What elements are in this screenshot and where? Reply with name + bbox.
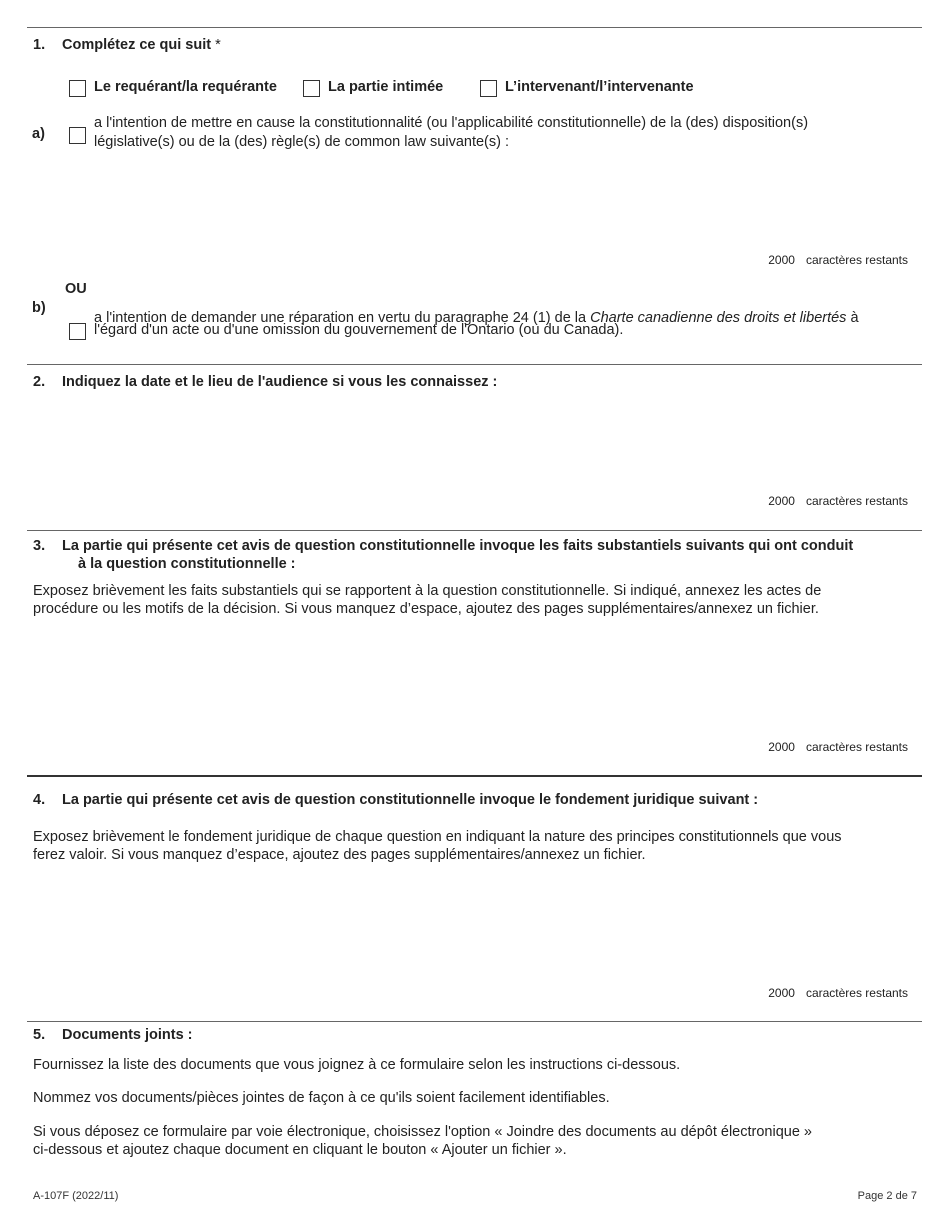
section-5-paragraph-2: Nommez vos documents/pièces jointes de façon à ce qu'ils soient facilement identifiables. [33,1090,610,1106]
section-2-char-counter [768,494,908,508]
checkbox-option-a[interactable] [69,127,86,144]
section-5-number: 5. [33,1027,46,1043]
section-1-number: 1. [33,37,46,53]
option-a-counter-label: caractères restants [805,253,908,267]
option-a-char-counter [768,253,908,267]
checkbox-applicant-label: Le requérant/la requérante [94,79,277,95]
checkbox-applicant[interactable] [69,80,86,97]
section-5-title: Documents joints : [62,1027,193,1043]
option-a-counter-value: 2000 [768,253,795,267]
section-1-top-rule [27,27,922,28]
section-2-title: Indiquez la date et le lieu de l'audience si vous les connaissez : [62,374,498,390]
section-3-top-rule [27,530,922,531]
checkbox-intervener[interactable] [480,80,497,97]
material-facts-textarea[interactable] [33,625,911,730]
legal-basis-textarea[interactable] [33,872,911,977]
option-a-text-line2: législative(s) ou de la (des) règle(s) de common law suivante(s) : [94,134,510,150]
section-5-paragraph-3-line2: ci-dessous et ajoutez chaque document en cliquant le bouton « Ajouter un fichier ». [33,1142,567,1158]
or-label: OU [65,281,87,297]
section-3-title-line1: La partie qui présente cet avis de question constitutionnelle invoque les faits substantiels suivants qui ont conduit [62,538,854,554]
checkbox-option-b[interactable] [69,323,86,340]
section-4-instructions-line1: Exposez brièvement le fondement juridique de chaque question en indiquant la nature des principes constitutionnels que vous [33,829,842,845]
option-b-text-part1: a l'intention de demander une réparation en vertu du paragraphe 24 (1) de la [94,310,591,326]
section-4-top-rule [27,775,922,777]
section-3-counter-value: 2000 [768,740,795,754]
section-4-title: La partie qui présente cet avis de question constitutionnelle invoque le fondement juridique suivant : [62,792,759,808]
section-4-instructions-line2: ferez valoir. Si vous manquez d’espace, ajoutez des pages supplémentaires/annexez un fichier. [33,847,646,863]
section-4-counter-label: caractères restants [805,986,908,1000]
section-5-paragraph-1: Fournissez la liste des documents que vous joignez à ce formulaire selon les instructions ci-dessous. [33,1057,681,1073]
section-4-char-counter [768,986,908,1000]
option-b-label: b) [32,300,46,316]
section-3-title-line2: à la question constitutionnelle : [78,556,296,572]
option-a-text-line1: a l'intention de mettre en cause la constitutionnalité (ou l'applicabilité constitutionnelle) de la (des) disposition(s) [94,115,809,131]
checkbox-intervener-label: L’intervenant/l’intervenante [505,79,694,95]
page-number: Page 2 de 7 [857,1190,917,1202]
option-a-label: a) [32,126,45,142]
option-b-charter-title: Charte canadienne des droits et libertés [590,310,847,326]
section-4-counter-value: 2000 [768,986,795,1000]
section-3-number: 3. [33,538,46,554]
hearing-date-place-textarea[interactable] [33,398,911,486]
section-5-paragraph-3-line1: Si vous déposez ce formulaire par voie électronique, choisissez l'option « Joindre des documents au dépôt électronique » [33,1124,812,1140]
section-5-top-rule [27,1021,922,1022]
section-3-char-counter [768,740,908,754]
option-a-textarea[interactable] [94,158,912,246]
section-1-title-text: Complétez ce qui suit [62,37,212,53]
section-2-counter-label: caractères restants [805,494,908,508]
required-mark: * [215,37,221,53]
section-1-title [62,36,221,55]
section-4-number: 4. [33,792,46,808]
form-code: A-107F (2022/11) [33,1190,119,1202]
section-3-instructions-line2: procédure ou les motifs de la décision. Si vous manquez d’espace, ajoutez des pages supplémentaires/annexez un fichier. [33,601,819,617]
section-3-instructions-line1: Exposez brièvement les faits substantiels qui se rapportent à la question constitutionnelle. Si indiqué, annexez les actes de [33,583,822,599]
option-b-text-part2: à [846,310,859,326]
checkbox-respondent-label: La partie intimée [328,79,444,95]
section-2-number: 2. [33,374,46,390]
checkbox-respondent[interactable] [303,80,320,97]
section-2-top-rule [27,364,922,365]
section-2-counter-value: 2000 [768,494,795,508]
option-b-text-line2: l'égard d'un acte ou d'une omission du gouvernement de l'Ontario (ou du Canada). [94,322,624,338]
section-3-counter-label: caractères restants [805,740,908,754]
